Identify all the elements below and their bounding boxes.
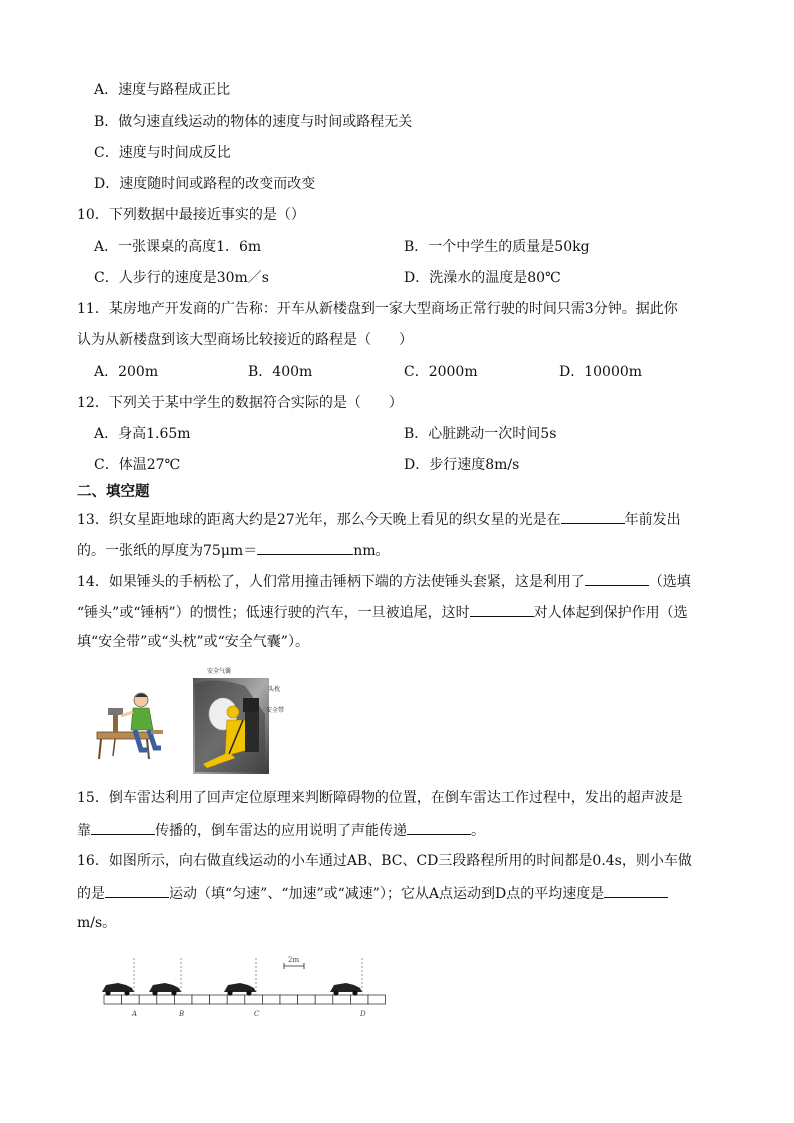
- q16-text-3: 运动（填“匀速”、“加速”或“减速”）；它从A点运动到D点的平均速度是: [169, 886, 605, 902]
- q13-text-4: nm。: [353, 543, 390, 559]
- q12-option-a: A．身高1.65m: [94, 426, 191, 442]
- q15-line1: 15．倒车雷达利用了回声定位原理来判断障碍物的位置，在倒车雷达工作过程中，发出的超声波是: [77, 790, 683, 806]
- car-at-c: [224, 983, 256, 996]
- q15-text-2: 靠: [77, 823, 91, 839]
- label-seatbelt: 安全带: [265, 707, 284, 714]
- q15-line2: [77, 819, 485, 841]
- track-segment: [262, 995, 280, 1004]
- track-segment: [157, 995, 175, 1004]
- q10-option-d: D．洗澡水的温度是80℃: [404, 270, 561, 286]
- q14-blank-2[interactable]: [470, 601, 534, 617]
- q10-stem: 10．下列数据中最接近事实的是（）: [77, 207, 305, 223]
- track-segment: [192, 995, 210, 1004]
- q13-line1: [77, 508, 681, 530]
- q12-option-b: B．心脏跳动一次时间5s: [404, 426, 557, 442]
- q12-stem: 12．下列关于某中学生的数据符合实际的是（ ）: [77, 395, 403, 411]
- q11-option-c: C．2000m: [404, 364, 478, 380]
- q10-option-a: A．一张课桌的高度1．6m: [94, 239, 262, 255]
- point-label-b: B: [179, 1010, 185, 1018]
- q14-text-1: 14．如果锤头的手柄松了，人们常用撞击锤柄下端的方法使锤头套紧，这是利用了: [77, 574, 585, 590]
- q15-text-3: 传播的，倒车雷达的应用说明了声能传递: [155, 823, 407, 839]
- car-at-a: [102, 983, 134, 996]
- label-headrest: 头枕: [267, 686, 280, 693]
- q15-blank-2[interactable]: [407, 819, 471, 835]
- q16-line3: m/s。: [77, 915, 117, 931]
- q14-text-3: “锤头”或“锤柄”）的惯性；低速行驶的汽车，一旦被追尾，这时: [77, 605, 470, 621]
- track-segment: [174, 995, 192, 1004]
- q16-text-2: 的是: [77, 886, 105, 902]
- q13-text-1: 13．织女星距地球的距离大约是27光年，那么今天晚上看见的织女星的光是在: [77, 512, 561, 528]
- track-ruler: [104, 995, 386, 1004]
- q16-blank-2[interactable]: [604, 882, 668, 898]
- q14-text-4: 对人体起到保护作用（选: [533, 605, 688, 621]
- scale-marker: [284, 956, 304, 969]
- car-airbag-photo: [193, 667, 284, 774]
- track-segment: [368, 995, 386, 1004]
- q14-line1: [77, 570, 691, 592]
- q13-blank-1[interactable]: [561, 508, 625, 524]
- q9-option-a: A．速度与路程成正比: [94, 82, 231, 98]
- q11-stem-line2: 认为从新楼盘到该大型商场比较接近的路程是（ ）: [77, 332, 413, 348]
- point-label-c: C: [254, 1010, 260, 1018]
- q10-option-b: B．一个中学生的质量是50kg: [404, 239, 590, 255]
- track-segment: [350, 995, 368, 1004]
- track-segment: [210, 995, 228, 1004]
- track-segment: [227, 995, 245, 1004]
- section-heading-fill-in: 二、填空题: [77, 483, 150, 500]
- q14-blank-1[interactable]: [585, 570, 649, 586]
- track-segment: [298, 995, 316, 1004]
- q14-figure: [95, 664, 285, 776]
- q11-option-a: A．200m: [94, 364, 159, 380]
- q15-blank-1[interactable]: [91, 819, 155, 835]
- car-at-d: [330, 983, 362, 996]
- track-segment: [122, 995, 140, 1004]
- track-segment: [315, 995, 333, 1004]
- track-segment: [245, 995, 263, 1004]
- track-segment: [104, 995, 122, 1004]
- point-label-d: D: [360, 1010, 366, 1018]
- q14-line2: [77, 601, 688, 623]
- track-segment: [333, 995, 351, 1004]
- q9-option-d: D．速度随时间或路程的改变而改变: [94, 176, 316, 192]
- q16-line2: [77, 882, 668, 904]
- q12-option-d: D．步行速度8m/s: [404, 457, 520, 473]
- q15-text-4: 。: [471, 823, 485, 839]
- q13-line2: [77, 539, 390, 561]
- q11-option-d: D．10000m: [559, 364, 643, 380]
- q16-figure: [96, 952, 396, 1024]
- q12-option-c: C．体温27℃: [94, 457, 181, 473]
- q14-line3: 填“安全带”或“头枕”或“安全气囊”）。: [77, 634, 309, 650]
- q9-option-b: B．做匀速直线运动的物体的速度与时间或路程无关: [94, 114, 413, 130]
- q11-stem-line1: 11．某房地产开发商的广告称：开车从新楼盘到一家大型商场正常行驶的时间只需3分钟。据此你: [77, 301, 678, 317]
- q13-text-2: 年前发出: [624, 512, 681, 528]
- q16-line1: 16．如图所示，向右做直线运动的小车通过AB、BC、CD三段路程所用的时间都是0.4s，则小车做: [77, 853, 692, 869]
- q13-text-3: 的。一张纸的厚度为75μm＝: [77, 543, 258, 559]
- car-at-b: [149, 983, 181, 996]
- q14-text-2: （选填: [648, 574, 691, 590]
- scale-label: 2m: [288, 956, 300, 964]
- track-segment: [139, 995, 157, 1004]
- hammer-scene-illustration: [97, 693, 163, 759]
- q13-blank-2[interactable]: [257, 539, 353, 555]
- q10-option-c: C．人步行的速度是30m／s: [94, 270, 269, 286]
- point-label-a: A: [132, 1010, 138, 1018]
- q16-blank-1[interactable]: [105, 882, 169, 898]
- track-segment: [280, 995, 298, 1004]
- label-airbag: 安全气囊: [207, 668, 232, 675]
- q9-option-c: C．速度与时间成反比: [94, 145, 231, 161]
- q11-option-b: B．400m: [248, 364, 313, 380]
